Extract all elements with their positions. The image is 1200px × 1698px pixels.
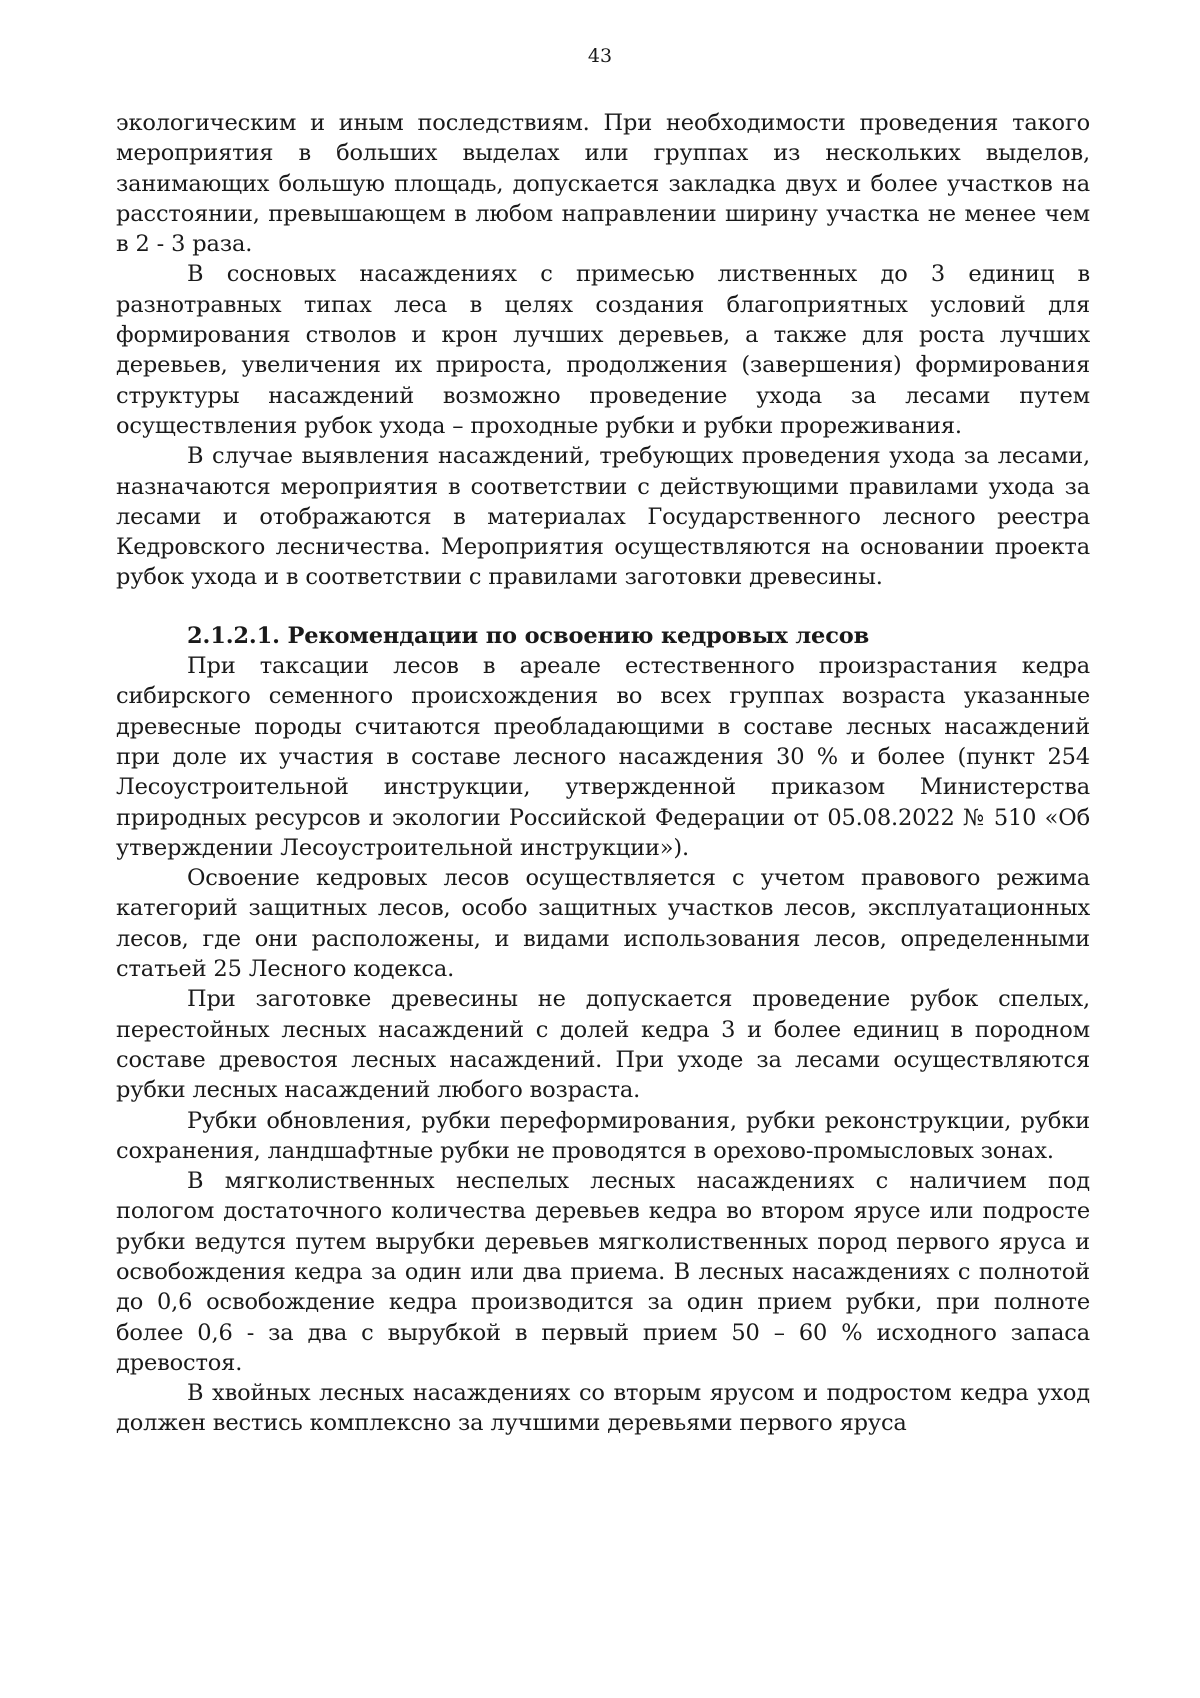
paragraph-forest-care: В случае выявления насаждений, требующих проведения ухода за лесами, назначаются мероприятия в соответствии с действующими правилами ухода за лесами и отображаются в материалах Государственного лесного реестра Кедровского лесничества. Мероприятия осуществляются на основании проекта рубок ухода и в соответствии с правилами заготовки древесины. xyxy=(116,443,1090,591)
paragraph-harvesting: При заготовке древесины не допускается проведение рубок спелых, перестойных лесных насаждений с долей кедра 3 и более единиц в породном составе древостоя лесных насаждений. При уходе за лесами осуществляются рубки лесных насаждений любого возраста. xyxy=(116,986,1090,1104)
page-number: 43 xyxy=(587,45,613,67)
paragraph-renewal-cuttings: Рубки обновления, рубки переформирования, рубки реконструкции, рубки сохранения, ландшафтные рубки не проводятся в орехово-промысловых зонах. xyxy=(116,1107,1090,1164)
paragraph-conifer-stands: В хвойных лесных насаждениях со вторым ярусом и подростом кедра уход должен вестись комплексно за лучшими деревьями первого яруса xyxy=(116,1380,1090,1437)
paragraph-continuation: экологическим и иным последствиям. При необходимости проведения такого мероприятия в больших выделах или группах из нескольких выделов, занимающих большую площадь, допускается закладка двух и более участков на расстоянии, превышающем в любом направлении ширину участка не менее чем в 2 - 3 раза. xyxy=(116,110,1090,258)
paragraph-taxation: При таксации лесов в ареале естественного произрастания кедра сибирского семенного происхождения во всех группах возраста указанные древесные породы считаются преобладающими в составе лесных насаждений при доле их участия в составе лесного насаждения 30 % и более (пункт 254 Лесоустроительной инструкции, утвержденной приказом Министерства природных ресурсов и экологии Российской Федерации от 05.08.2022 № 510 «Об утверждении Лесоустроительной инструкции»). xyxy=(116,653,1090,861)
document-body xyxy=(116,108,1090,1439)
section-heading: 2.1.2.1. Рекомендации по освоению кедровых лесов xyxy=(187,622,870,649)
paragraph-pine-stands: В сосновых насаждениях с примесью лиственных до 3 единиц в разнотравных типах леса в целях создания благоприятных условий для формирования стволов и крон лучших деревьев, а также для роста лучших деревьев, увеличения их прироста, продолжения (завершения) формирования структуры насаждений возможно проведение ухода за лесами путем осуществления рубок ухода – проходные рубки и рубки прореживания. xyxy=(116,261,1090,439)
paragraph-softwood-stands: В мягколиственных неспелых лесных насаждениях с наличием под пологом достаточного количества деревьев кедра во втором ярусе или подросте рубки ведутся путем вырубки деревьев мягколиственных пород первого яруса и освобождения кедра за один или два приема. В лесных насаждениях с полнотой до 0,6 освобождение кедра производится за один прием рубки, при полноте более 0,6 - за два с вырубкой в первый прием 50 – 60 % исходного запаса древостоя. xyxy=(116,1168,1090,1376)
paragraph-development: Освоение кедровых лесов осуществляется с учетом правового режима категорий защитных лесов, особо защитных участков лесов, эксплуатационных лесов, где они расположены, и видами использования лесов, определенными статьей 25 Лесного кодекса. xyxy=(116,865,1090,983)
